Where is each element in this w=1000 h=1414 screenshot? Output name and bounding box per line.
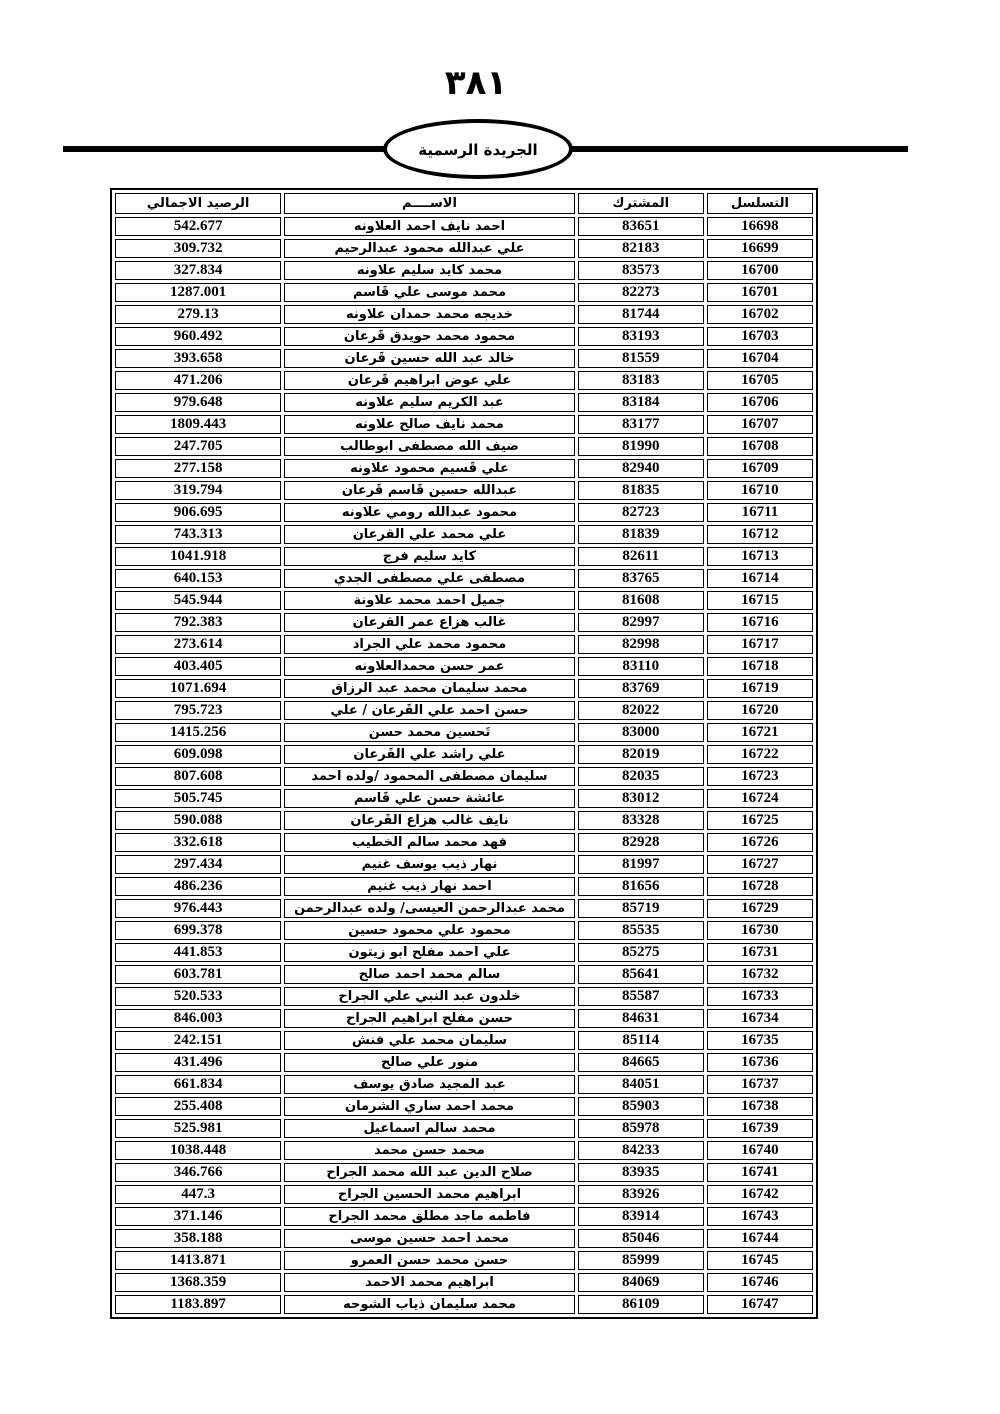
- cell-serial: 16729: [707, 899, 813, 918]
- cell-name: عمر حسن محمدالعلاونه: [284, 657, 574, 676]
- cell-serial: 16741: [707, 1163, 813, 1182]
- cell-name: احمد نهار ذيب غنيم: [284, 877, 574, 896]
- cell-subscriber: 85719: [578, 899, 704, 918]
- cell-subscriber: 82997: [578, 613, 704, 632]
- table-row: [115, 393, 813, 412]
- table-row: [115, 943, 813, 962]
- cell-name: محمد نايف صالح علاونه: [284, 415, 574, 434]
- cell-balance: 441.853: [115, 943, 281, 962]
- cell-balance: 525.981: [115, 1119, 281, 1138]
- cell-serial: 16709: [707, 459, 813, 478]
- cell-subscriber: 83110: [578, 657, 704, 676]
- cell-subscriber: 83012: [578, 789, 704, 808]
- cell-balance: 327.834: [115, 261, 281, 280]
- cell-serial: 16701: [707, 283, 813, 302]
- cell-subscriber: 83328: [578, 811, 704, 830]
- cell-subscriber: 85641: [578, 965, 704, 984]
- cell-balance: 795.723: [115, 701, 281, 720]
- cell-name: منور علي صالح: [284, 1053, 574, 1072]
- cell-name: خديجه محمد حمدان علاونه: [284, 305, 574, 324]
- cell-subscriber: 82611: [578, 547, 704, 566]
- cell-balance: 309.732: [115, 239, 281, 258]
- table-row: [115, 415, 813, 434]
- table-row: [115, 833, 813, 852]
- cell-serial: 16704: [707, 349, 813, 368]
- cell-name: محمود محمد حويدق قَرعان: [284, 327, 574, 346]
- cell-serial: 16703: [707, 327, 813, 346]
- cell-balance: 358.188: [115, 1229, 281, 1248]
- table-row: [115, 1053, 813, 1072]
- table-row: [115, 1141, 813, 1160]
- cell-balance: 1368.359: [115, 1273, 281, 1292]
- cell-balance: 699.378: [115, 921, 281, 940]
- cell-serial: 16707: [707, 415, 813, 434]
- cell-name: ضيف الله مصطفى ابوطالب: [284, 437, 574, 456]
- cell-balance: 319.794: [115, 481, 281, 500]
- cell-balance: 486.236: [115, 877, 281, 896]
- table-row: [115, 261, 813, 280]
- cell-serial: 16739: [707, 1119, 813, 1138]
- cell-balance: 393.658: [115, 349, 281, 368]
- cell-serial: 16711: [707, 503, 813, 522]
- cell-name: علي قَسيم محمود علاونه: [284, 459, 574, 478]
- cell-name: حسن محمد حسن العمرو: [284, 1251, 574, 1270]
- cell-name: ابراهيم محمد الاحمد: [284, 1273, 574, 1292]
- cell-subscriber: 84069: [578, 1273, 704, 1292]
- table-row: [115, 591, 813, 610]
- cell-name: علي احمد مفلح ابو زيتون: [284, 943, 574, 962]
- cell-name: سليمان مصطفى المحمود /ولده احمد: [284, 767, 574, 786]
- cell-name: خالد عبد الله حسين قَرعان: [284, 349, 574, 368]
- table-row: [115, 657, 813, 676]
- cell-subscriber: 85114: [578, 1031, 704, 1050]
- cell-serial: 16714: [707, 569, 813, 588]
- cell-balance: 520.533: [115, 987, 281, 1006]
- table-row: [115, 1009, 813, 1028]
- table-row: [115, 965, 813, 984]
- cell-balance: 332.618: [115, 833, 281, 852]
- cell-balance: 846.003: [115, 1009, 281, 1028]
- cell-serial: 16725: [707, 811, 813, 830]
- table-row: [115, 745, 813, 764]
- cell-subscriber: 83193: [578, 327, 704, 346]
- cell-subscriber: 83914: [578, 1207, 704, 1226]
- table-row: [115, 503, 813, 522]
- cell-serial: 16743: [707, 1207, 813, 1226]
- cell-subscriber: 85046: [578, 1229, 704, 1248]
- cell-balance: 273.614: [115, 635, 281, 654]
- cell-balance: 1041.918: [115, 547, 281, 566]
- cell-serial: 16717: [707, 635, 813, 654]
- cell-subscriber: 83573: [578, 261, 704, 280]
- cell-balance: 431.496: [115, 1053, 281, 1072]
- gazette-title: الجريدة الرسمية: [418, 141, 538, 159]
- cell-serial: 16698: [707, 217, 813, 236]
- cell-name: نايف غالب هزاع القَرعان: [284, 811, 574, 830]
- cell-balance: 807.608: [115, 767, 281, 786]
- cell-serial: 16702: [707, 305, 813, 324]
- cell-name: محمد سالم اسماعيل: [284, 1119, 574, 1138]
- cell-balance: 255.408: [115, 1097, 281, 1116]
- cell-balance: 297.434: [115, 855, 281, 874]
- cell-name: حسن احمد علي القَرعان / علي: [284, 701, 574, 720]
- table-row: [115, 679, 813, 698]
- cell-name: علي عبدالله محمود عبدالرحيم: [284, 239, 574, 258]
- table-row: [115, 459, 813, 478]
- cell-subscriber: 82940: [578, 459, 704, 478]
- cell-balance: 542.677: [115, 217, 281, 236]
- table-row: [115, 987, 813, 1006]
- cell-name: مصطفى علي مصطفى الجدي: [284, 569, 574, 588]
- cell-subscriber: 81990: [578, 437, 704, 456]
- table-row: [115, 1075, 813, 1094]
- cell-name: محمد سليمان محمد عبد الرزاق: [284, 679, 574, 698]
- cell-serial: 16710: [707, 481, 813, 500]
- cell-subscriber: 85587: [578, 987, 704, 1006]
- cell-balance: 247.705: [115, 437, 281, 456]
- cell-name: محمد احمد ساري الشرمان: [284, 1097, 574, 1116]
- cell-balance: 640.153: [115, 569, 281, 588]
- table-row: [115, 1229, 813, 1248]
- cell-serial: 16724: [707, 789, 813, 808]
- table-row: [115, 899, 813, 918]
- table-row: [115, 1163, 813, 1182]
- table-row: [115, 283, 813, 302]
- header-balance: الرصيد الاجمالي: [115, 193, 281, 214]
- cell-subscriber: 83651: [578, 217, 704, 236]
- table-row: [115, 635, 813, 654]
- cell-balance: 661.834: [115, 1075, 281, 1094]
- cell-name: عبد الكريم سليم علاونه: [284, 393, 574, 412]
- cell-name: عبدالله حسين قَاسم قَرعان: [284, 481, 574, 500]
- cell-balance: 1038.448: [115, 1141, 281, 1160]
- cell-serial: 16721: [707, 723, 813, 742]
- page-number: ٣٨١: [444, 63, 508, 103]
- cell-subscriber: 82183: [578, 239, 704, 258]
- cell-balance: 371.146: [115, 1207, 281, 1226]
- cell-serial: 16723: [707, 767, 813, 786]
- cell-name: محمد موسى علي قَاسم: [284, 283, 574, 302]
- header-name: الاســــم: [284, 193, 574, 214]
- table-row: [115, 217, 813, 236]
- header-subscriber: المشترك: [578, 193, 704, 214]
- cell-subscriber: 85275: [578, 943, 704, 962]
- cell-balance: 1287.001: [115, 283, 281, 302]
- cell-subscriber: 84051: [578, 1075, 704, 1094]
- cell-subscriber: 83183: [578, 371, 704, 390]
- table-row: [115, 877, 813, 896]
- table-row: [115, 723, 813, 742]
- cell-subscriber: 82019: [578, 745, 704, 764]
- table-row: [115, 371, 813, 390]
- cell-subscriber: 83935: [578, 1163, 704, 1182]
- cell-balance: 447.3: [115, 1185, 281, 1204]
- cell-serial: 16742: [707, 1185, 813, 1204]
- cell-balance: 609.098: [115, 745, 281, 764]
- cell-balance: 471.206: [115, 371, 281, 390]
- cell-subscriber: 81835: [578, 481, 704, 500]
- table-row: [115, 1119, 813, 1138]
- table-row: [115, 1031, 813, 1050]
- cell-serial: 16715: [707, 591, 813, 610]
- cell-serial: 16722: [707, 745, 813, 764]
- cell-name: خلدون عبد النبي علي الجراح: [284, 987, 574, 1006]
- header-serial: التسلسل: [707, 193, 813, 214]
- cell-balance: 1415.256: [115, 723, 281, 742]
- table-row: [115, 1185, 813, 1204]
- cell-subscriber: 84631: [578, 1009, 704, 1028]
- cell-balance: 279.13: [115, 305, 281, 324]
- cell-subscriber: 83177: [578, 415, 704, 434]
- cell-serial: 16733: [707, 987, 813, 1006]
- table-row: [115, 811, 813, 830]
- cell-subscriber: 82723: [578, 503, 704, 522]
- cell-balance: 403.405: [115, 657, 281, 676]
- cell-name: علي راشد علي القَرعان: [284, 745, 574, 764]
- table-row: [115, 305, 813, 324]
- cell-name: سليمان محمد علي فنش: [284, 1031, 574, 1050]
- cell-subscriber: 82273: [578, 283, 704, 302]
- table-row: [115, 525, 813, 544]
- cell-serial: 16740: [707, 1141, 813, 1160]
- cell-serial: 16735: [707, 1031, 813, 1050]
- cell-subscriber: 81839: [578, 525, 704, 544]
- table-row: [115, 481, 813, 500]
- cell-balance: 1413.871: [115, 1251, 281, 1270]
- cell-subscriber: 81559: [578, 349, 704, 368]
- table-body: [115, 217, 813, 1314]
- cell-name: محمد حسن محمد: [284, 1141, 574, 1160]
- cell-name: محمد عبدالرحمن العيسى/ ولده عبدالرحمن: [284, 899, 574, 918]
- cell-serial: 16744: [707, 1229, 813, 1248]
- cell-serial: 16726: [707, 833, 813, 852]
- table-row: [115, 1207, 813, 1226]
- table-row: [115, 327, 813, 346]
- cell-name: عبد المجيد صادق يوسف: [284, 1075, 574, 1094]
- table-row: [115, 855, 813, 874]
- table-row: [115, 547, 813, 566]
- cell-serial: 16718: [707, 657, 813, 676]
- cell-balance: 906.695: [115, 503, 281, 522]
- cell-subscriber: 83184: [578, 393, 704, 412]
- cell-serial: 16734: [707, 1009, 813, 1028]
- cell-name: علي عوض ابراهيم قَرعان: [284, 371, 574, 390]
- cell-name: محمود محمد علي الجراد: [284, 635, 574, 654]
- table-row: [115, 1097, 813, 1116]
- cell-balance: 505.745: [115, 789, 281, 808]
- cell-balance: 960.492: [115, 327, 281, 346]
- cell-subscriber: 85978: [578, 1119, 704, 1138]
- cell-serial: 16747: [707, 1295, 813, 1314]
- cell-balance: 1183.897: [115, 1295, 281, 1314]
- cell-name: كايد سليم فرج: [284, 547, 574, 566]
- cell-subscriber: 85903: [578, 1097, 704, 1116]
- cell-serial: 16700: [707, 261, 813, 280]
- cell-subscriber: 82998: [578, 635, 704, 654]
- gazette-seal-ellipse: [383, 119, 573, 179]
- cell-serial: 16731: [707, 943, 813, 962]
- cell-name: محمود علي محمود حسين: [284, 921, 574, 940]
- cell-balance: 242.151: [115, 1031, 281, 1050]
- cell-subscriber: 82022: [578, 701, 704, 720]
- cell-serial: 16720: [707, 701, 813, 720]
- cell-balance: 590.088: [115, 811, 281, 830]
- table-row: [115, 767, 813, 786]
- cell-serial: 16737: [707, 1075, 813, 1094]
- cell-subscriber: 81608: [578, 591, 704, 610]
- table-row: [115, 349, 813, 368]
- cell-name: علي محمد علي القرعان: [284, 525, 574, 544]
- cell-name: غالب هزاع عمر القرعان: [284, 613, 574, 632]
- cell-name: محمد احمد حسين موسى: [284, 1229, 574, 1248]
- cell-balance: 1071.694: [115, 679, 281, 698]
- cell-serial: 16727: [707, 855, 813, 874]
- cell-serial: 16738: [707, 1097, 813, 1116]
- cell-name: حسن مفلح ابراهيم الجراح: [284, 1009, 574, 1028]
- cell-name: محمد كايد سليم علاونه: [284, 261, 574, 280]
- cell-subscriber: 84665: [578, 1053, 704, 1072]
- cell-serial: 16728: [707, 877, 813, 896]
- cell-balance: 976.443: [115, 899, 281, 918]
- cell-balance: 346.766: [115, 1163, 281, 1182]
- cell-subscriber: 81744: [578, 305, 704, 324]
- table-row: [115, 1295, 813, 1314]
- table-row: [115, 613, 813, 632]
- cell-subscriber: 81656: [578, 877, 704, 896]
- table-row: [115, 1273, 813, 1292]
- cell-subscriber: 83765: [578, 569, 704, 588]
- cell-name: ابراهيم محمد الحسين الجراح: [284, 1185, 574, 1204]
- cell-balance: 1809.443: [115, 415, 281, 434]
- cell-balance: 603.781: [115, 965, 281, 984]
- cell-serial: 16746: [707, 1273, 813, 1292]
- cell-name: فهد محمد سالم الخطيب: [284, 833, 574, 852]
- cell-name: جميل احمد محمد علاونة: [284, 591, 574, 610]
- cell-serial: 16712: [707, 525, 813, 544]
- table-row: [115, 921, 813, 940]
- cell-name: عائشة حسن علي قَاسم: [284, 789, 574, 808]
- cell-subscriber: 82035: [578, 767, 704, 786]
- cell-name: احمد نايف احمد العلاونه: [284, 217, 574, 236]
- cell-balance: 792.383: [115, 613, 281, 632]
- cell-balance: 743.313: [115, 525, 281, 544]
- table-row: [115, 569, 813, 588]
- table-row: [115, 789, 813, 808]
- cell-name: محمود عبدالله رومي علاونه: [284, 503, 574, 522]
- cell-subscriber: 83000: [578, 723, 704, 742]
- cell-serial: 16736: [707, 1053, 813, 1072]
- cell-serial: 16705: [707, 371, 813, 390]
- cell-subscriber: 84233: [578, 1141, 704, 1160]
- cell-balance: 545.944: [115, 591, 281, 610]
- cell-serial: 16713: [707, 547, 813, 566]
- cell-name: صلاح الدين عبد الله محمد الجراح: [284, 1163, 574, 1182]
- cell-subscriber: 85535: [578, 921, 704, 940]
- cell-subscriber: 81997: [578, 855, 704, 874]
- cell-serial: 16719: [707, 679, 813, 698]
- cell-name: سالم محمد احمد صالح: [284, 965, 574, 984]
- cell-serial: 16745: [707, 1251, 813, 1270]
- cell-name: محمد سليمان ذياب الشوحه: [284, 1295, 574, 1314]
- cell-name: نهار ذيب يوسف غنيم: [284, 855, 574, 874]
- cell-serial: 16716: [707, 613, 813, 632]
- cell-name: تَحسين محمد حسن: [284, 723, 574, 742]
- cell-serial: 16730: [707, 921, 813, 940]
- table-row: [115, 701, 813, 720]
- table-row: [115, 437, 813, 456]
- cell-serial: 16732: [707, 965, 813, 984]
- cell-serial: 16706: [707, 393, 813, 412]
- subscribers-table: [110, 188, 818, 1319]
- table-row: [115, 1251, 813, 1270]
- cell-subscriber: 82928: [578, 833, 704, 852]
- cell-serial: 16708: [707, 437, 813, 456]
- table-header-row: [115, 193, 813, 214]
- cell-serial: 16699: [707, 239, 813, 258]
- cell-subscriber: 86109: [578, 1295, 704, 1314]
- cell-subscriber: 83769: [578, 679, 704, 698]
- cell-name: فاطمه ماجد مطلق محمد الجراح: [284, 1207, 574, 1226]
- table-row: [115, 239, 813, 258]
- cell-balance: 979.648: [115, 393, 281, 412]
- cell-subscriber: 83926: [578, 1185, 704, 1204]
- cell-subscriber: 85999: [578, 1251, 704, 1270]
- cell-balance: 277.158: [115, 459, 281, 478]
